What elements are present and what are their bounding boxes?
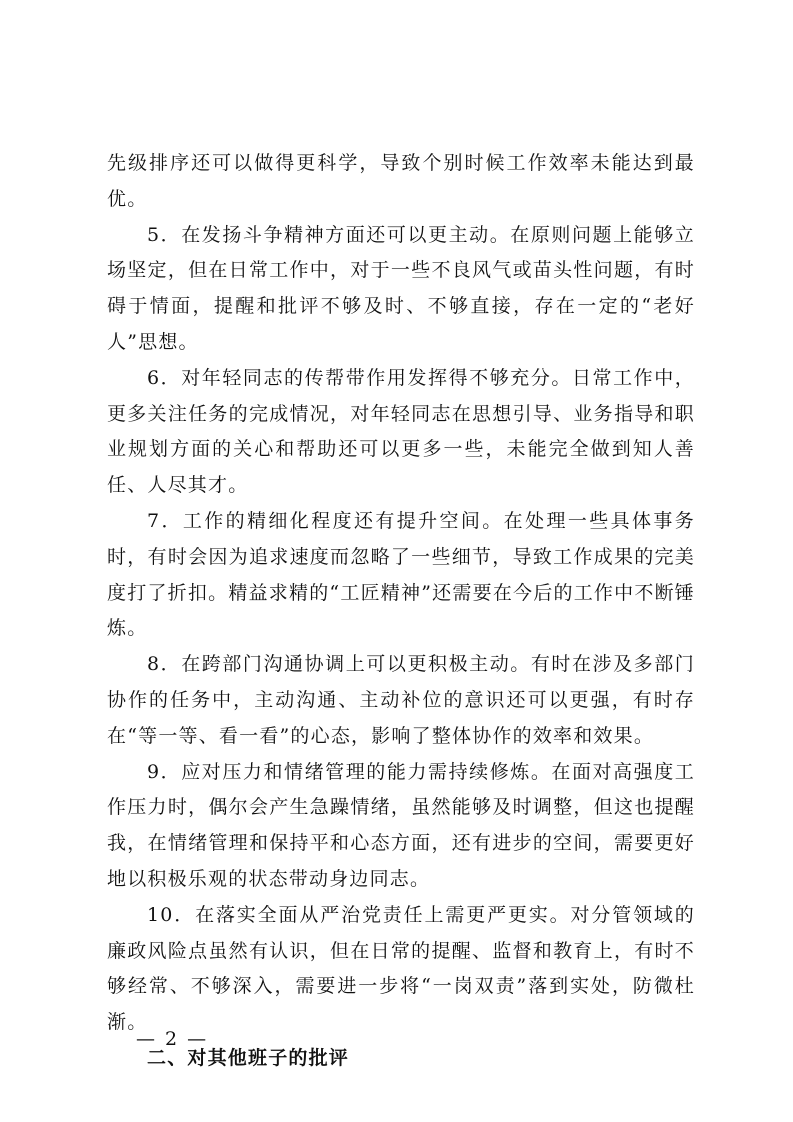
paragraph-item-5: 5．在发扬斗争精神方面还可以更主动。在原则问题上能够立场坚定，但在日常工作中，对于一些不良风气或苗头性问题，有时碍于情面，提醒和批评不够及时、不够直接，存在一定的“老好人”思想。	[107, 223, 695, 353]
paragraph-continuation: 先级排序还可以做得更科学，导致个别时候工作效率未能达到最优。	[107, 152, 695, 210]
page-number: — 2 —	[136, 1028, 209, 1050]
section-heading: 二、对其他班子的批评	[147, 1046, 350, 1069]
paragraph-item-9: 9．应对压力和情绪管理的能力需持续修炼。在面对高强度工作压力时，偶尔会产生急躁情绪，虽然能够及时调整，但这也提醒我，在情绪管理和保持平和心态方面，还有进步的空间，需要更好地以积极乐观的状态带动身边同志。	[107, 760, 695, 890]
document-body	[107, 146, 695, 1077]
paragraph-item-7: 7．工作的精细化程度还有提升空间。在处理一些具体事务时，有时会因为追求速度而忽略了一些细节，导致工作成果的完美度打了折扣。精益求精的“工匠精神”还需要在今后的工作中不断锤炼。	[107, 509, 695, 640]
paragraph-item-6: 6．对年轻同志的传帮带作用发挥得不够充分。日常工作中，更多关注任务的完成情况，对年轻同志在思想引导、业务指导和职业规划方面的关心和帮助还可以更多一些，未能完全做到知人善任、人尽其才。	[107, 366, 695, 497]
paragraph-item-10: 10．在落实全面从严治党责任上需更严更实。对分管领域的廉政风险点虽然有认识，但在日常的提醒、监督和教育上，有时不够经常、不够深入，需要进一步将“一岗双责”落到实处，防微杜渐。	[107, 903, 695, 1034]
paragraph-item-8: 8．在跨部门沟通协调上可以更积极主动。有时在涉及多部门协作的任务中，主动沟通、主动补位的意识还可以更强，有时存在“等一等、看一看”的心态，影响了整体协作的效率和效果。	[107, 653, 695, 747]
